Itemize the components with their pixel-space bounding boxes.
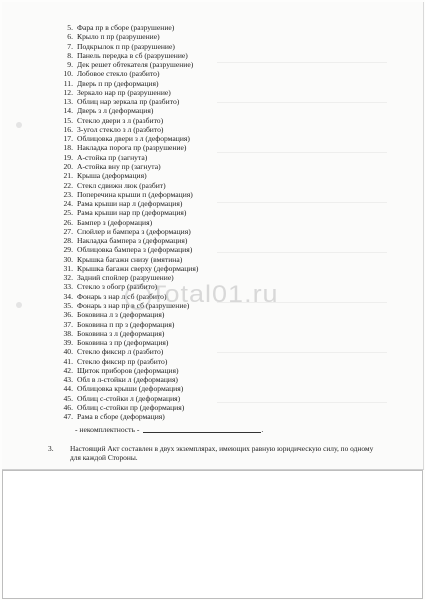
item-text: Накладка бампера з (деформация): [77, 236, 188, 246]
item-number: 26.: [63, 217, 73, 227]
list-item: [55, 366, 315, 375]
item-number: 16.: [63, 124, 73, 134]
list-item: [55, 69, 315, 78]
clause-3: [50, 444, 380, 463]
item-text: Обл в л-стойки л (деформация): [77, 375, 178, 385]
list-item: [55, 218, 315, 227]
item-number: 27.: [63, 226, 73, 236]
list-item: [55, 255, 315, 264]
item-text: Фара пр в сборе (разрушение): [77, 23, 175, 32]
item-number: 31.: [63, 263, 73, 273]
item-number: 34.: [63, 291, 73, 301]
item-text: Облиц с-стойки пр (деформация): [77, 402, 185, 412]
list-item: [55, 236, 315, 245]
item-number: 10.: [63, 69, 73, 79]
item-text: Крышка багажн снизу (вмятина): [77, 254, 183, 264]
list-item: [55, 97, 315, 106]
item-number: 45.: [63, 393, 73, 403]
list-item: [55, 208, 315, 217]
list-item: [55, 199, 315, 208]
item-number: 6.: [67, 32, 73, 42]
item-number: 19.: [63, 152, 73, 162]
item-number: 38.: [63, 328, 73, 338]
item-text: Дек решет обтекателя (разрушение): [77, 60, 194, 70]
list-item: [55, 32, 315, 41]
item-text: Зеркало нар пр (разрушение): [77, 87, 171, 97]
item-number: 46.: [63, 402, 73, 412]
list-item: [55, 42, 315, 51]
item-text: Стекло з обогр (разбито): [77, 282, 158, 292]
item-number: 9.: [67, 60, 73, 70]
punch-hole-mark: [16, 302, 22, 308]
item-number: 32.: [63, 273, 73, 283]
item-number: 24.: [63, 199, 73, 209]
list-item: [55, 264, 315, 273]
list-item: [55, 60, 315, 69]
list-item: [55, 190, 315, 199]
list-item: [55, 320, 315, 329]
item-text: Поперечина крыши п (деформация): [77, 189, 193, 199]
item-text: Стекло фиксир л (разбито): [77, 347, 164, 357]
item-number: 30.: [63, 254, 73, 264]
item-text: А-стойка пр (загнута): [77, 152, 148, 162]
list-item: [55, 23, 315, 32]
watermark-logo-icon: [125, 284, 151, 310]
item-text: А-стойка вну пр (загнута): [77, 161, 161, 171]
blank-fill-line: [143, 432, 261, 433]
item-number: 18.: [63, 143, 73, 153]
item-text: Крышка багажн сверху (деформация): [77, 263, 199, 273]
item-number: 15.: [63, 115, 73, 125]
blank-lower-panel: [2, 470, 423, 599]
incomplete-label: - некомплектность -: [75, 425, 140, 434]
item-text: Боковина п пр з (деформация): [77, 319, 175, 329]
item-text: Лобовое стекло (разбито): [77, 69, 160, 79]
item-number: 17.: [63, 134, 73, 144]
list-item: [55, 79, 315, 88]
punch-hole-mark: [16, 122, 22, 128]
item-number: 5.: [67, 23, 73, 32]
item-text: Облицовка бампера з (деформация): [77, 245, 193, 255]
list-item: [55, 106, 315, 115]
item-text: Фонарь з нар л сб (разбито): [77, 291, 167, 301]
list-item: [55, 347, 315, 356]
item-number: 33.: [63, 282, 73, 292]
item-text: Боковина з пр (деформация): [77, 338, 169, 348]
item-number: 14.: [63, 106, 73, 116]
incomplete-end: .: [261, 425, 264, 434]
item-text: Рама крыши нар л (деформация): [77, 199, 183, 209]
item-text: Боковина з л (деформация): [77, 328, 165, 338]
list-item: [55, 143, 315, 152]
list-item: [55, 375, 315, 384]
item-text: Спойлер и бампера з (деформация): [77, 226, 191, 236]
list-item: [55, 181, 315, 190]
item-text: Накладка порога пр (разрушение): [77, 143, 187, 153]
item-text: Рама в сборе (деформация): [77, 412, 165, 422]
item-text: Стекло фиксир пр (разбито): [77, 356, 168, 366]
item-number: 20.: [63, 161, 73, 171]
item-text: Дверь п пр (деформация): [77, 78, 159, 88]
list-item: [55, 403, 315, 412]
item-text: Подкрылок п пр (разрушение): [77, 41, 175, 51]
list-item: [55, 227, 315, 236]
incompleteness-line: [75, 425, 263, 434]
item-number: 21.: [63, 171, 73, 181]
item-number: 43.: [63, 375, 73, 385]
item-number: 42.: [63, 365, 73, 375]
item-number: 39.: [63, 338, 73, 348]
item-number: 29.: [63, 245, 73, 255]
item-text: Задний спойлер (разрушение): [77, 273, 174, 283]
item-text: Щиток приборов (деформация): [77, 365, 179, 375]
list-item: [55, 245, 315, 254]
item-number: 28.: [63, 236, 73, 246]
item-text: Стекл сдвижн люк (разбит): [77, 180, 166, 190]
item-number: 44.: [63, 384, 73, 394]
item-text: Облиц с-стойки л (деформация): [77, 393, 181, 403]
list-item: [55, 357, 315, 366]
item-number: 12.: [63, 87, 73, 97]
item-text: 3-угол стекло з л (разбито): [77, 124, 164, 134]
item-text: Облицовка двери з л (деформация): [77, 134, 190, 144]
item-number: 22.: [63, 180, 73, 190]
item-number: 35.: [63, 300, 73, 310]
item-text: Дверь з л (деформация): [77, 106, 154, 116]
item-number: 11.: [63, 78, 73, 88]
item-number: 13.: [63, 97, 73, 107]
item-number: 25.: [63, 208, 73, 218]
item-text: Стекло двери з л (разбито): [77, 115, 164, 125]
item-text: Крыло п пр (разрушение): [77, 32, 160, 42]
item-number: 37.: [63, 319, 73, 329]
item-number: 47.: [63, 412, 73, 422]
list-item: [55, 171, 315, 180]
list-item: [55, 88, 315, 97]
item-number: 7.: [67, 41, 73, 51]
item-text: Фонарь з нар пр в сб (разрушение): [77, 300, 190, 310]
clause-text: Настоящий Акт составлен в двух экземплярах, имеющих равную юридическую силу, по одному для каждой Стороны.: [70, 444, 374, 463]
list-item: [55, 412, 315, 421]
item-number: 23.: [63, 189, 73, 199]
list-item: [55, 338, 315, 347]
list-item: [55, 329, 315, 338]
list-item: [55, 394, 315, 403]
watermark: Total01.ru: [150, 280, 279, 308]
item-number: 36.: [63, 310, 73, 320]
list-item: [55, 310, 315, 319]
list-item: [55, 384, 315, 393]
list-item: [55, 51, 315, 60]
item-text: Рама крыши нар пр (деформация): [77, 208, 187, 218]
item-text: Боковина л з (деформация): [77, 310, 165, 320]
item-number: 8.: [67, 50, 73, 60]
clause-number: 3.: [48, 444, 54, 453]
item-text: Панель передка в сб (разрушение): [77, 50, 188, 60]
item-number: 40.: [63, 347, 73, 357]
list-item: [55, 125, 315, 134]
item-text: Крыша (деформация): [77, 171, 147, 181]
item-text: Облицовка крыши (деформация): [77, 384, 184, 394]
damage-list: [55, 23, 315, 421]
list-item: [55, 116, 315, 125]
list-item: [55, 153, 315, 162]
item-text: Бампер з (деформация): [77, 217, 153, 227]
list-item: [55, 134, 315, 143]
item-text: Облиц нар зеркала пр (разбито): [77, 97, 180, 107]
list-item: [55, 162, 315, 171]
item-number: 41.: [63, 356, 73, 366]
